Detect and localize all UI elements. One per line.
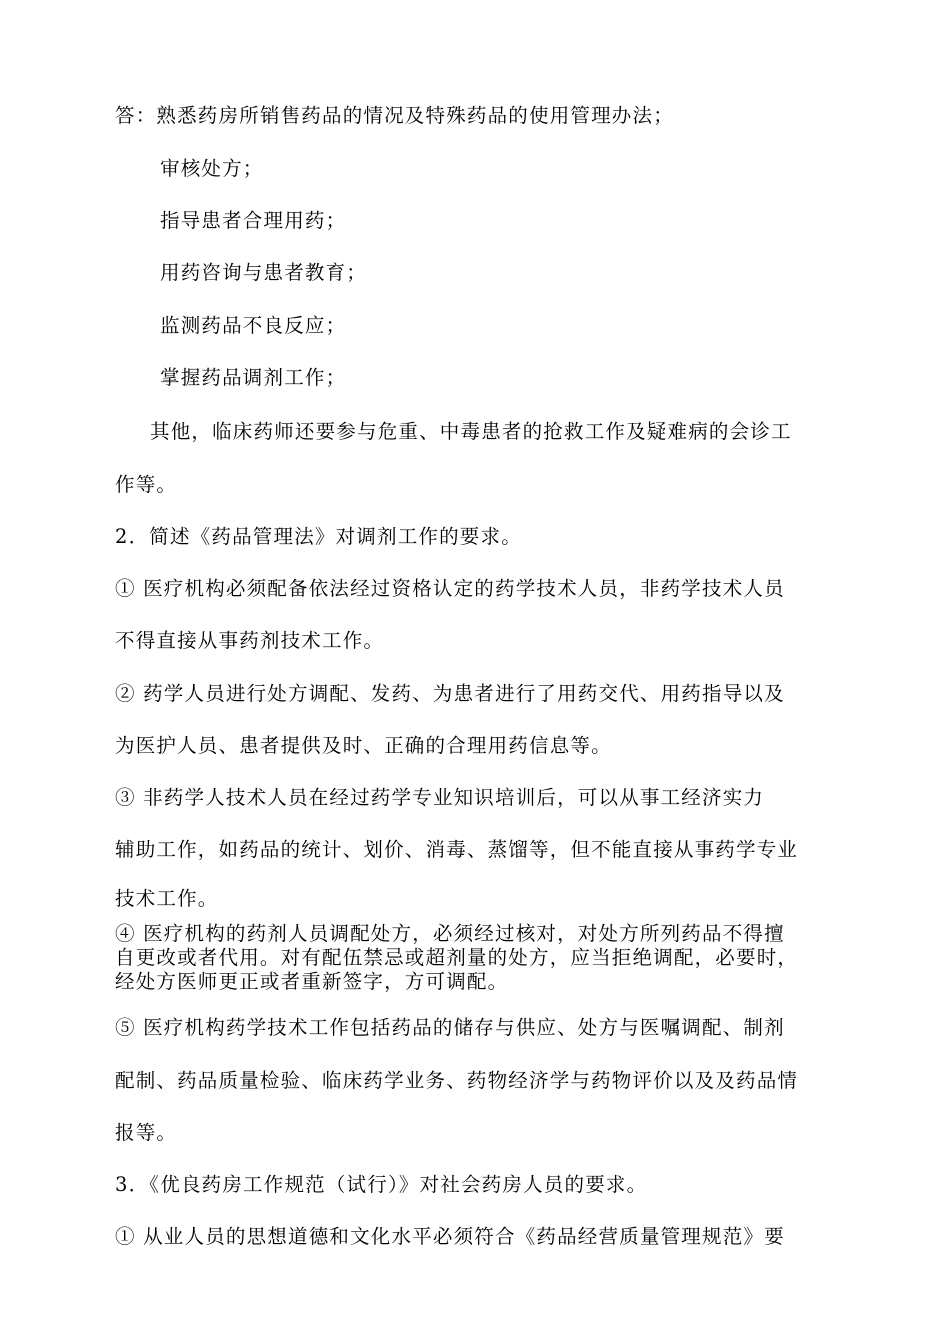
- item-4-line-1: ④ 医疗机构的药剂人员调配处方，必须经过核对，对处方所列药品不得擅: [115, 922, 785, 945]
- duty-consultation-education: 用药咨询与患者教育；: [160, 261, 368, 284]
- item-3-line-1: ③ 非药学人技术人员在经过药学专业知识培训后，可以从事工经济实力: [115, 786, 765, 809]
- question-2-heading: 2．简述《药品管理法》对调剂工作的要求。: [115, 525, 522, 548]
- item-5-line-3: 报等。: [115, 1121, 178, 1144]
- other-duties-line-1: 其他，临床药师还要参与危重、中毒患者的抢救工作及疑难病的会诊工: [150, 420, 792, 443]
- item-1-line-2: 不得直接从事药剂技术工作。: [115, 629, 385, 652]
- item-5-line-1: ⑤ 医疗机构药学技术工作包括药品的储存与供应、处方与医嘱调配、制剂: [115, 1016, 785, 1039]
- item-3-line-3: 技术工作。: [115, 887, 219, 910]
- item-2-line-2: 为医护人员、患者提供及时、正确的合理用药信息等。: [115, 734, 612, 757]
- duty-review-prescription: 审核处方；: [160, 157, 264, 180]
- other-duties-line-2: 作等。: [115, 473, 178, 496]
- answer-intro-line: 答：熟悉药房所销售药品的情况及特殊药品的使用管理办法；: [115, 104, 674, 127]
- item-4-line-3: 经处方医师更正或者重新签字，方可调配。: [115, 970, 509, 993]
- item-3-line-2: 辅助工作，如药品的统计、划价、消毒、蒸馏等，但不能直接从事药学专业: [115, 838, 799, 861]
- question-3-heading: 3．《优良药房工作规范（试行）》对社会药房人员的要求。: [115, 1173, 648, 1196]
- item-1-line-1: ① 医疗机构必须配备依法经过资格认定的药学技术人员，非药学技术人员: [115, 577, 785, 600]
- q3-item-1-line-1: ① 从业人员的思想道德和文化水平必须符合《药品经营质量管理规范》要: [115, 1225, 785, 1248]
- item-4-line-2: 自更改或者代用。对有配伍禁忌或超剂量的处方，应当拒绝调配，必要时，: [115, 946, 799, 969]
- duty-dispensing-work: 掌握药品调剂工作；: [160, 366, 347, 389]
- duty-guide-medication: 指导患者合理用药；: [160, 209, 347, 232]
- duty-monitor-adverse-reactions: 监测药品不良反应；: [160, 314, 347, 337]
- item-2-line-1: ② 药学人员进行处方调配、发药、为患者进行了用药交代、用药指导以及: [115, 682, 785, 705]
- item-5-line-2: 配制、药品质量检验、临床药学业务、药物经济学与药物评价以及及药品情: [115, 1069, 799, 1092]
